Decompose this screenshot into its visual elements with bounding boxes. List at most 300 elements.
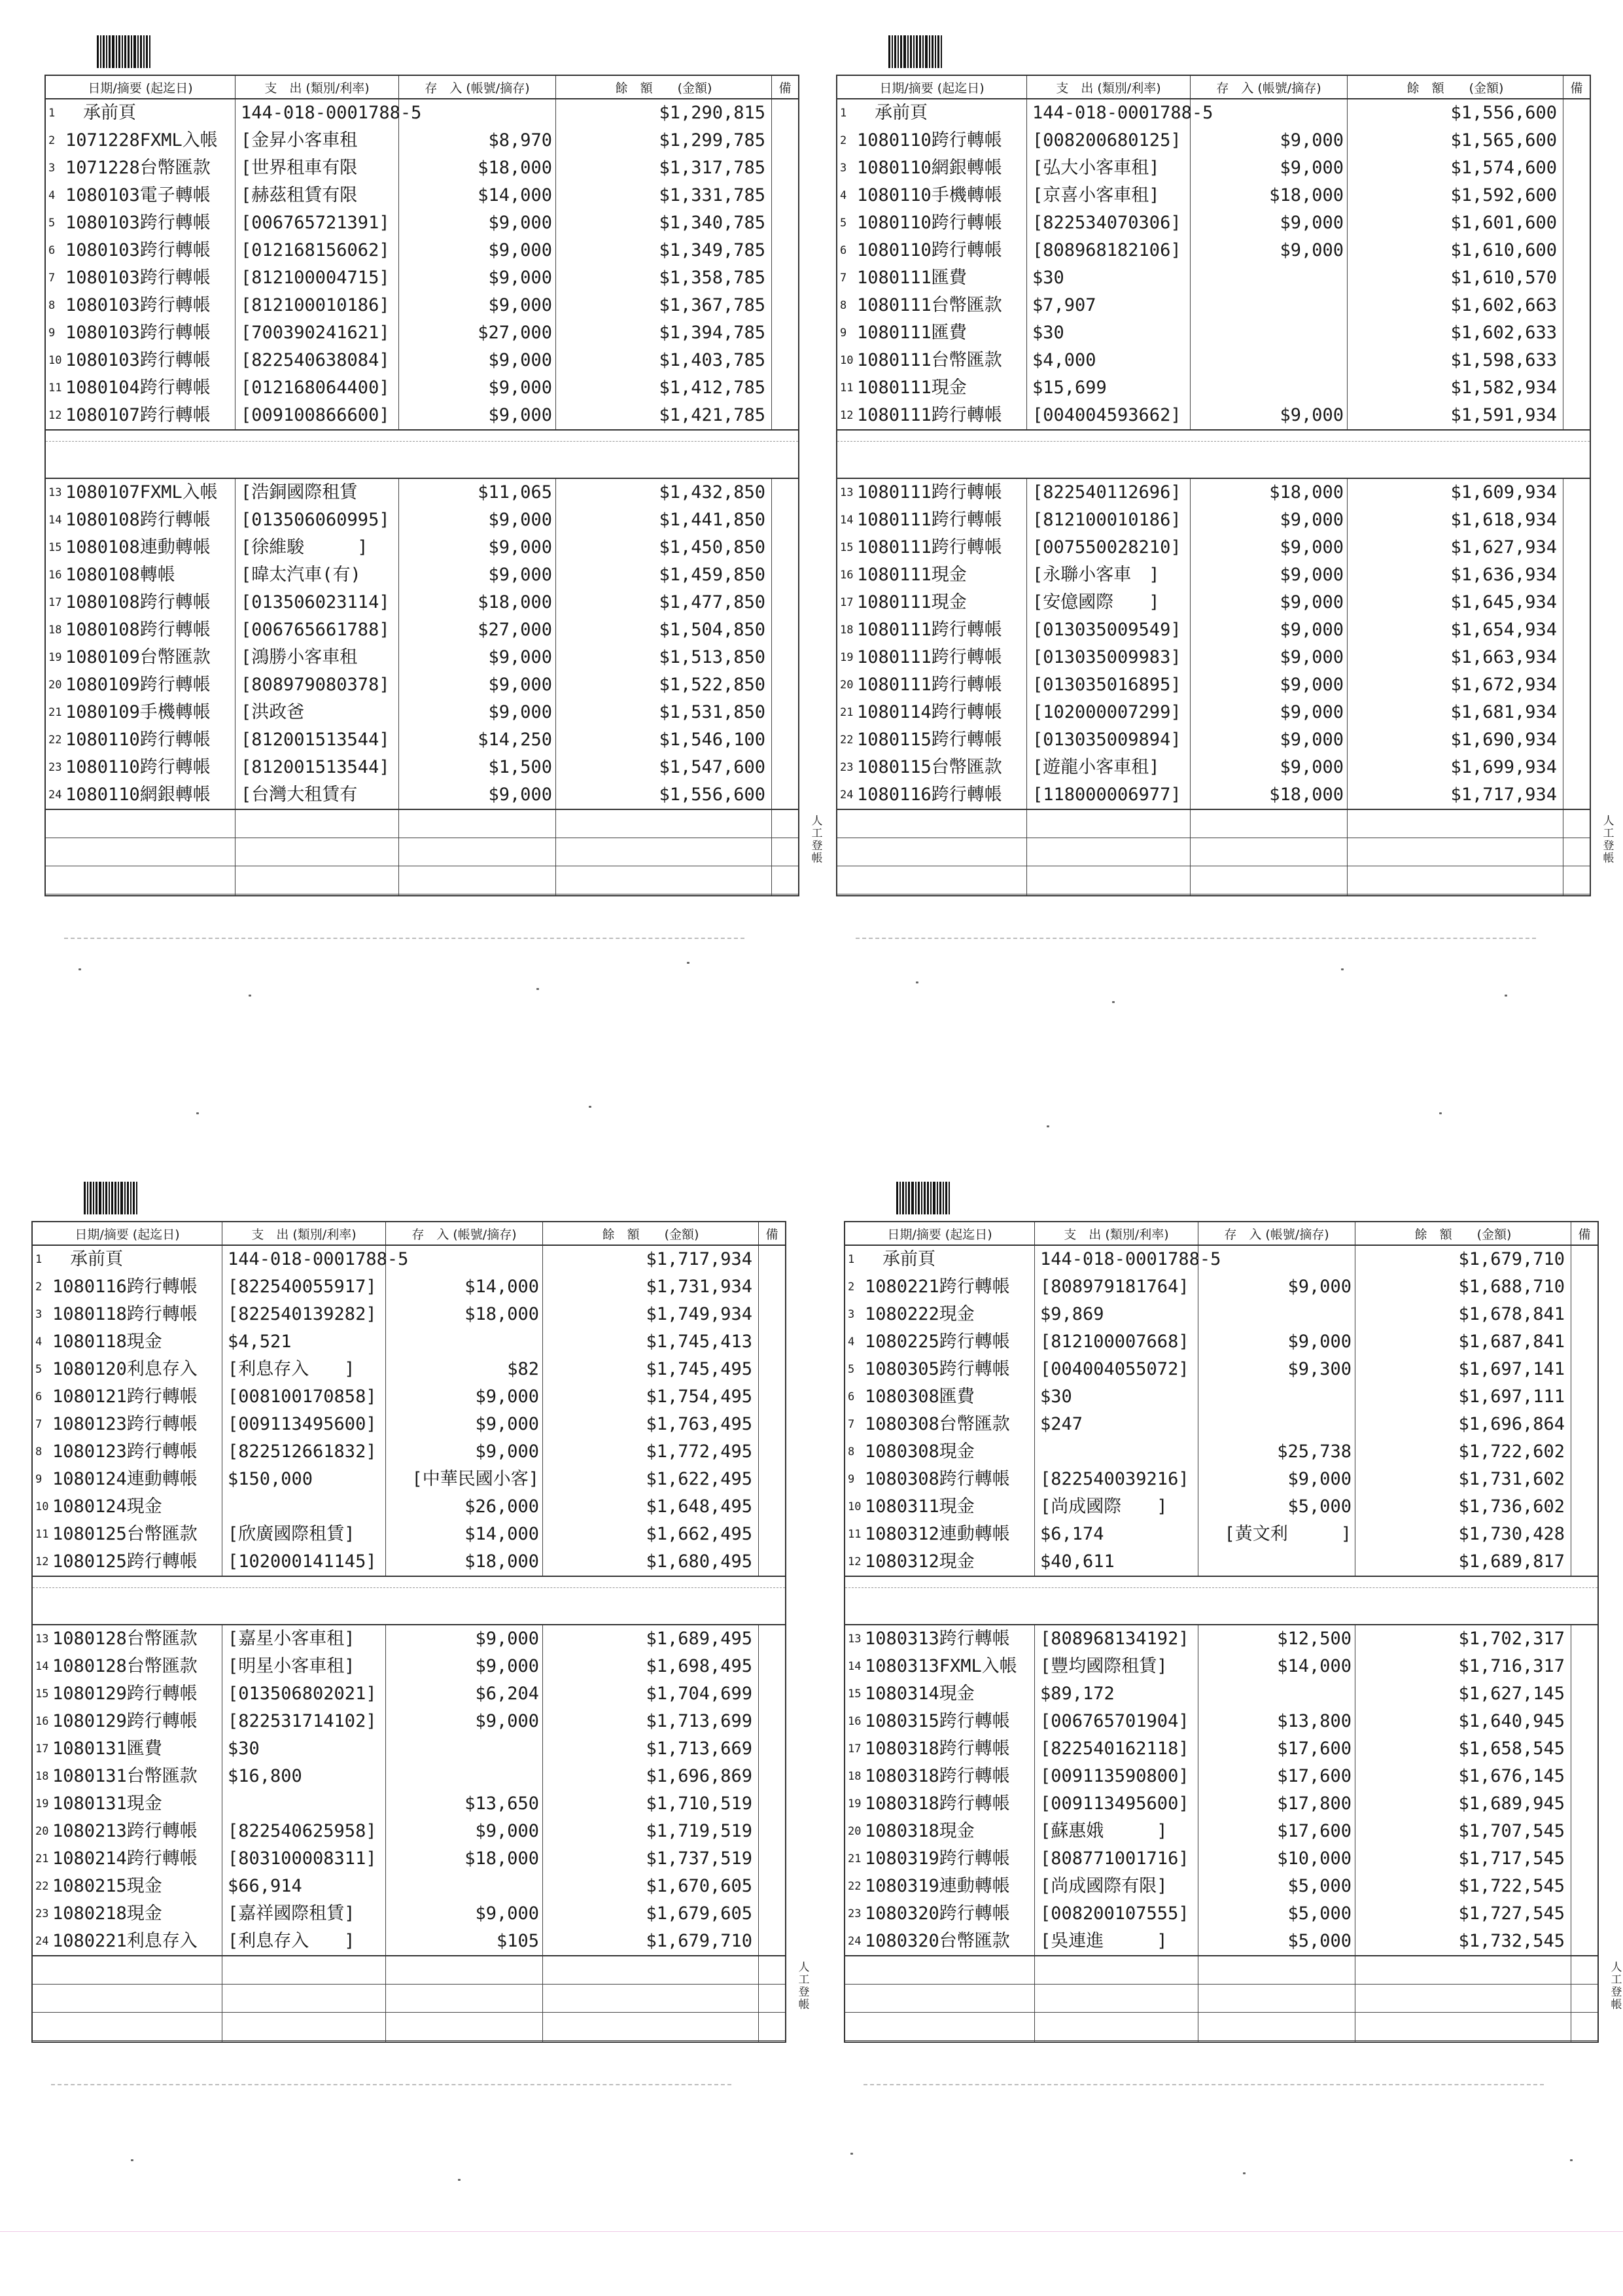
row-note (1571, 1845, 1597, 1873)
ledger-row (33, 1625, 785, 1653)
row-date-text: 1080123跨行轉帳 (52, 1441, 198, 1462)
row-date-text: 1080318跨行轉帳 (865, 1766, 1010, 1786)
row-date-text: 1080111跨行轉帳 (857, 675, 1002, 695)
row-number: 16 (840, 569, 854, 582)
row-date-text: 1080225跨行轉帳 (865, 1332, 1010, 1352)
row-date-text: 1080308現金 (865, 1441, 975, 1462)
row-balance: $1,432,850 (659, 482, 765, 503)
row-date-text: 1080110網銀轉帳 (857, 158, 1002, 178)
row-number: 4 (840, 189, 847, 202)
row-date-summary (46, 319, 236, 347)
row-number: 24 (848, 1935, 862, 1948)
row-note (1571, 1438, 1597, 1466)
row-withdrawal: [欣廣國際租賃] (228, 1524, 355, 1544)
row-note (1563, 644, 1590, 671)
page-fold-gap (46, 429, 798, 479)
barcode-bar (908, 1182, 910, 1214)
barcode-bar (143, 35, 145, 68)
barcode-bar (930, 1182, 932, 1214)
row-number: 11 (840, 381, 854, 395)
row-balance: $1,702,317 (1458, 1629, 1565, 1649)
row-withdrawal: [安億國際 ] (1032, 592, 1160, 612)
row-balance: $1,622,495 (646, 1469, 752, 1489)
row-date-summary (837, 644, 1027, 671)
row-number: 15 (848, 1687, 862, 1701)
row-note (1571, 1735, 1597, 1763)
row-number: 15 (35, 1687, 49, 1701)
row-number: 21 (848, 1852, 862, 1865)
row-date-summary (46, 292, 236, 319)
barcode-bar (894, 35, 897, 68)
row-number: 10 (35, 1500, 49, 1513)
row-withdrawal: [008200680125] (1032, 130, 1181, 150)
ledger-header (845, 1221, 1597, 1246)
row-date-text: 1080124連動轉帳 (52, 1469, 198, 1489)
row-date-summary (845, 1790, 1035, 1818)
row-deposit: $5,000 (1287, 1903, 1352, 1924)
row-withdrawal: $30 (1040, 1386, 1072, 1407)
row-deposit: $9,000 (1280, 537, 1344, 557)
header-out: 支 出 (類別/利率) (1027, 76, 1191, 98)
row-note (759, 1680, 785, 1708)
barcode-bar (911, 1182, 915, 1214)
row-number: 24 (840, 788, 854, 802)
row-date-summary (33, 1653, 222, 1680)
ledger-row (837, 644, 1590, 671)
row-date-text: 1080313FXML入帳 (865, 1656, 1017, 1676)
row-deposit: $9,000 (1280, 675, 1344, 695)
row-date-summary (837, 264, 1027, 292)
barcode-bar (925, 35, 928, 68)
row-date-summary (845, 1735, 1035, 1763)
row-number: 9 (840, 327, 847, 340)
row-withdrawal: [013506060995] (241, 510, 390, 530)
row-balance: $1,662,495 (646, 1524, 752, 1544)
row-number: 9 (48, 327, 56, 340)
barcode-bar (913, 35, 915, 68)
row-date-summary (46, 402, 236, 429)
row-date-summary (33, 1928, 222, 1955)
row-number: 22 (35, 1880, 49, 1893)
row-withdrawal: [浩銅國際租賃 (241, 482, 358, 503)
ledger-row (837, 534, 1590, 561)
header-date: 日期/摘要 (起迄日) (837, 76, 1027, 98)
ledger-row (33, 1356, 785, 1383)
barcode-bar (133, 35, 137, 68)
manual-entry-area (33, 1955, 810, 2043)
row-date-text: 1080111現金 (857, 565, 967, 585)
row-deposit: $9,300 (1287, 1359, 1352, 1379)
row-number: 14 (48, 514, 62, 527)
row-note (1571, 1328, 1597, 1356)
scan-speck (1341, 968, 1344, 970)
row-balance: $1,591,934 (1450, 405, 1557, 425)
row-date-text: 1080111跨行轉帳 (857, 510, 1002, 530)
row-note (759, 1845, 785, 1873)
row-balance: $1,421,785 (659, 405, 765, 425)
row-deposit: $9,000 (1280, 647, 1344, 667)
row-note (1571, 1653, 1597, 1680)
row-withdrawal: [808979181764] (1040, 1277, 1189, 1297)
row-balance: $1,697,141 (1458, 1359, 1565, 1379)
manual-entry-row (46, 866, 798, 894)
row-deposit: $9,000 (488, 510, 552, 530)
row-date-text: 1080129跨行轉帳 (52, 1684, 198, 1704)
row-date-summary (845, 1900, 1035, 1928)
manual-entry-row (33, 1956, 785, 1985)
row-deposit (1198, 1246, 1355, 1273)
row-date-summary (33, 1521, 222, 1548)
row-balance: $1,754,495 (646, 1386, 752, 1407)
row-balance: $1,688,710 (1458, 1277, 1565, 1297)
row-number: 12 (35, 1555, 49, 1568)
row-balance: $1,513,850 (659, 647, 765, 667)
row-withdrawal: $40,611 (1040, 1551, 1115, 1572)
row-date-text: 1080103跨行轉帳 (65, 240, 211, 260)
row-date-text: 1080308台幣匯款 (865, 1414, 1010, 1434)
row-note (772, 561, 798, 589)
row-date-text: 1080110跨行轉帳 (65, 757, 211, 777)
barcode-bar (898, 35, 899, 68)
row-number: 6 (840, 244, 847, 257)
barcode-bar (905, 1182, 907, 1214)
scan-speck (1243, 2172, 1246, 2174)
barcode-bar (109, 1182, 110, 1214)
barcode-bar (118, 35, 120, 68)
header-note: 備 (1570, 80, 1583, 96)
row-deposit: $14,000 (478, 185, 552, 205)
row-note (1571, 1493, 1597, 1521)
row-deposit: [黃文利 ] (1224, 1524, 1352, 1544)
ledger-header (837, 75, 1590, 99)
ledger-row (46, 319, 798, 347)
manual-entry-label: 人工登帳 (798, 1961, 810, 2011)
row-withdrawal: [812001513544] (241, 730, 390, 750)
row-number: 20 (840, 679, 854, 692)
manual-entry-label: 人工登帳 (1603, 815, 1614, 865)
row-note (1563, 264, 1590, 292)
row-date-summary (33, 1625, 222, 1653)
row-balance: $1,745,495 (646, 1359, 752, 1379)
ledger-block-bottom (845, 1625, 1597, 1955)
row-balance: $1,394,785 (659, 323, 765, 343)
manual-entry-area (46, 809, 823, 896)
row-deposit: $82 (507, 1359, 539, 1379)
row-date-summary (46, 99, 236, 127)
row-deposit: $9,000 (1280, 510, 1344, 530)
barcode-bar (137, 35, 139, 68)
row-withdrawal: [明星小客車租] (228, 1656, 355, 1676)
row-date-text: 1080118跨行轉帳 (52, 1304, 198, 1324)
row-deposit: $11,065 (478, 482, 552, 503)
row-note (1571, 1873, 1597, 1900)
barcode-bar (903, 35, 907, 68)
ledger-row (33, 1493, 785, 1521)
ledger-row (837, 264, 1590, 292)
row-number: 10 (848, 1500, 862, 1513)
ledger-row (46, 99, 798, 127)
barcode (97, 35, 150, 68)
row-note (772, 374, 798, 402)
ledger-row (33, 1735, 785, 1763)
ledger-row (33, 1521, 785, 1548)
row-date-text: 1080109手機轉帳 (65, 702, 211, 722)
ledger-row (837, 209, 1590, 237)
row-date-summary (837, 127, 1027, 154)
row-deposit: $9,000 (488, 378, 552, 398)
row-date-summary (46, 644, 236, 671)
row-number: 23 (35, 1907, 49, 1920)
ledger-row (845, 1818, 1597, 1845)
row-date-summary (33, 1328, 222, 1356)
row-date-text: 1080213跨行轉帳 (52, 1821, 198, 1841)
row-note (1563, 754, 1590, 781)
row-deposit: $14,250 (478, 730, 552, 750)
row-date-summary (33, 1873, 222, 1900)
ledger-row (837, 616, 1590, 644)
row-balance: $1,610,600 (1450, 240, 1557, 260)
row-date-summary (837, 347, 1027, 374)
barcode-bar (97, 35, 99, 68)
row-deposit (386, 1763, 543, 1790)
row-balance: $1,689,817 (1458, 1551, 1565, 1572)
row-date-text: 1080110手機轉帳 (857, 185, 1002, 205)
row-withdrawal: [808968182106] (1032, 240, 1181, 260)
row-deposit: $9,000 (1280, 702, 1344, 722)
barcode-bar (124, 1182, 126, 1214)
barcode-bar (118, 1182, 119, 1214)
ledger-header (33, 1221, 785, 1246)
row-balance: $1,717,545 (1458, 1848, 1565, 1869)
row-date-text: 1080320台幣匯款 (865, 1931, 1010, 1951)
barcode-bar (106, 35, 107, 68)
row-note (1571, 1246, 1597, 1273)
barcode-bar (114, 1182, 116, 1214)
ledger-row (46, 154, 798, 182)
row-deposit: $18,000 (464, 1551, 539, 1572)
row-balance: $1,654,934 (1450, 620, 1557, 640)
row-withdrawal: [808771001716] (1040, 1848, 1189, 1869)
row-number: 13 (48, 486, 62, 499)
row-date-summary (845, 1521, 1035, 1548)
row-date-summary (837, 671, 1027, 699)
row-balance: $1,716,317 (1458, 1656, 1565, 1676)
tear-line (51, 2084, 731, 2085)
row-date-text: 1080111匯費 (857, 323, 967, 343)
row-date-text: 1080108跨行轉帳 (65, 620, 211, 640)
manual-entry-row (845, 2013, 1597, 2041)
barcode-bar (120, 1182, 124, 1214)
ledger-row (845, 1625, 1597, 1653)
row-number: 9 (848, 1473, 855, 1486)
row-date-summary (845, 1438, 1035, 1466)
row-withdrawal: [013035009983] (1032, 647, 1181, 667)
row-number: 19 (848, 1797, 862, 1810)
header-note: 備 (1578, 1227, 1591, 1242)
row-date-summary (46, 237, 236, 264)
row-withdrawal: [金昇小客車租 (241, 130, 358, 150)
row-note (1563, 127, 1590, 154)
barcode (888, 35, 942, 68)
scan-speck (1112, 1001, 1115, 1003)
row-number: 18 (35, 1770, 49, 1783)
row-deposit (386, 1873, 543, 1900)
row-note (759, 1900, 785, 1928)
row-deposit: $9,000 (488, 240, 552, 260)
row-date-text: 1080111台幣匯款 (857, 350, 1002, 370)
ledger-row (33, 1790, 785, 1818)
ledger-row (845, 1873, 1597, 1900)
row-date-summary (837, 781, 1027, 809)
row-number: 20 (848, 1825, 862, 1838)
row-deposit: $9,000 (1280, 757, 1344, 777)
barcode-bar (933, 1182, 936, 1214)
row-date-summary (845, 1928, 1035, 1955)
row-date-text: 1080315跨行轉帳 (865, 1711, 1010, 1731)
row-deposit: $9,000 (488, 702, 552, 722)
row-number: 17 (35, 1742, 49, 1756)
row-withdrawal: [009113590800] (1040, 1766, 1189, 1786)
row-balance: $1,602,663 (1450, 295, 1557, 315)
row-date-text: 1080128台幣匯款 (52, 1629, 198, 1649)
barcode-bar (915, 1182, 916, 1214)
row-note (1563, 561, 1590, 589)
row-deposit: $9,000 (1287, 1332, 1352, 1352)
barcode-bar (128, 35, 130, 68)
header-note: 備 (778, 80, 792, 96)
ledger-row (845, 1438, 1597, 1466)
manual-entry-row (837, 838, 1590, 866)
row-date-text: 1080318跨行轉帳 (865, 1793, 1010, 1814)
row-number: 6 (35, 1390, 43, 1404)
row-date-summary (33, 1845, 222, 1873)
row-date-text: 1080128台幣匯款 (52, 1656, 198, 1676)
ledger-row (845, 1521, 1597, 1548)
row-balance: $1,713,669 (646, 1739, 752, 1759)
ledger-row (845, 1411, 1597, 1438)
barcode-bar (111, 1182, 114, 1214)
row-date-text: 1080103跨行轉帳 (65, 323, 211, 343)
manual-entry-area (845, 1955, 1622, 2043)
row-balance: $1,696,869 (646, 1766, 752, 1786)
ledger-row (46, 292, 798, 319)
row-note (1563, 616, 1590, 644)
row-date-text: 1071228FXML入帳 (65, 130, 218, 150)
row-date-text: 1080116跨行轉帳 (52, 1277, 198, 1297)
row-date-text: 1080312連動轉帳 (865, 1524, 1010, 1544)
row-date-summary (46, 726, 236, 754)
row-note (772, 99, 798, 127)
row-withdrawal: 144-018-0001788-5 (228, 1249, 409, 1269)
row-balance: $1,556,600 (659, 785, 765, 805)
row-note (759, 1466, 785, 1493)
row-number: 4 (848, 1335, 855, 1349)
ledger-row (46, 209, 798, 237)
row-note (772, 726, 798, 754)
row-deposit (386, 1328, 543, 1356)
row-date-text: 1080103電子轉帳 (65, 185, 211, 205)
row-note (1571, 1818, 1597, 1845)
row-withdrawal: [812001513544] (241, 757, 390, 777)
row-deposit: $9,000 (488, 565, 552, 585)
barcode-bar (896, 1182, 898, 1214)
row-date-text: 1080114跨行轉帳 (857, 702, 1002, 722)
ledger-row (46, 534, 798, 561)
row-note (1571, 1466, 1597, 1493)
barcode-bar (93, 1182, 94, 1214)
barcode-bar (133, 1182, 135, 1214)
row-date-summary (46, 374, 236, 402)
row-number: 3 (35, 1308, 43, 1321)
row-balance: $1,690,934 (1450, 730, 1557, 750)
row-note (1571, 1625, 1597, 1653)
passbook-sheet (844, 1178, 1622, 2081)
ledger-row (837, 754, 1590, 781)
row-balance: $1,727,545 (1458, 1903, 1565, 1924)
ledger-row (845, 1680, 1597, 1708)
barcode-bar (907, 35, 909, 68)
barcode (84, 1182, 137, 1214)
row-deposit: $9,000 (1280, 130, 1344, 150)
row-note (1563, 671, 1590, 699)
row-number: 22 (48, 733, 62, 747)
row-date-text: 承前頁 (52, 1249, 123, 1269)
ledger-row (46, 699, 798, 726)
row-balance: $1,441,850 (659, 510, 765, 530)
row-date-text: 1080103跨行轉帳 (65, 295, 211, 315)
barcode-bar (949, 1182, 950, 1214)
row-number: 23 (48, 761, 62, 774)
row-number: 14 (848, 1660, 862, 1673)
row-deposit (1198, 1680, 1355, 1708)
row-date-summary (33, 1246, 222, 1273)
row-note (759, 1928, 785, 1955)
row-date-text: 1080110跨行轉帳 (857, 213, 1002, 233)
row-deposit: $26,000 (464, 1496, 539, 1517)
row-balance: $1,679,710 (1458, 1249, 1565, 1269)
row-note (1571, 1900, 1597, 1928)
row-balance: $1,367,785 (659, 295, 765, 315)
row-withdrawal: [利息存入 ] (228, 1359, 355, 1379)
ledger-row (33, 1845, 785, 1873)
row-deposit: $14,000 (464, 1277, 539, 1297)
row-date-summary (33, 1735, 222, 1763)
row-date-text: 1080311現金 (865, 1496, 975, 1517)
row-balance: $1,636,934 (1450, 565, 1557, 585)
barcode-bar (131, 35, 132, 68)
row-deposit: $18,000 (1269, 482, 1344, 503)
row-number: 1 (848, 1253, 855, 1266)
row-number: 5 (848, 1363, 855, 1376)
row-deposit (1198, 1411, 1355, 1438)
row-date-summary (845, 1873, 1035, 1900)
barcode-bar (99, 1182, 102, 1214)
row-balance: $1,299,785 (659, 130, 765, 150)
barcode-bar (124, 35, 127, 68)
row-date-text: 承前頁 (857, 103, 928, 123)
ledger-row (845, 1900, 1597, 1928)
ledger-row (845, 1763, 1597, 1790)
ledger-row (837, 479, 1590, 506)
row-withdrawal: [812100007668] (1040, 1332, 1189, 1352)
row-balance: $1,627,934 (1450, 537, 1557, 557)
row-deposit: $9,000 (475, 1629, 539, 1649)
row-balance: $1,645,934 (1450, 592, 1557, 612)
row-deposit (1191, 292, 1348, 319)
row-date-summary (46, 127, 236, 154)
manual-entry-row (837, 810, 1590, 838)
row-number: 17 (840, 596, 854, 609)
